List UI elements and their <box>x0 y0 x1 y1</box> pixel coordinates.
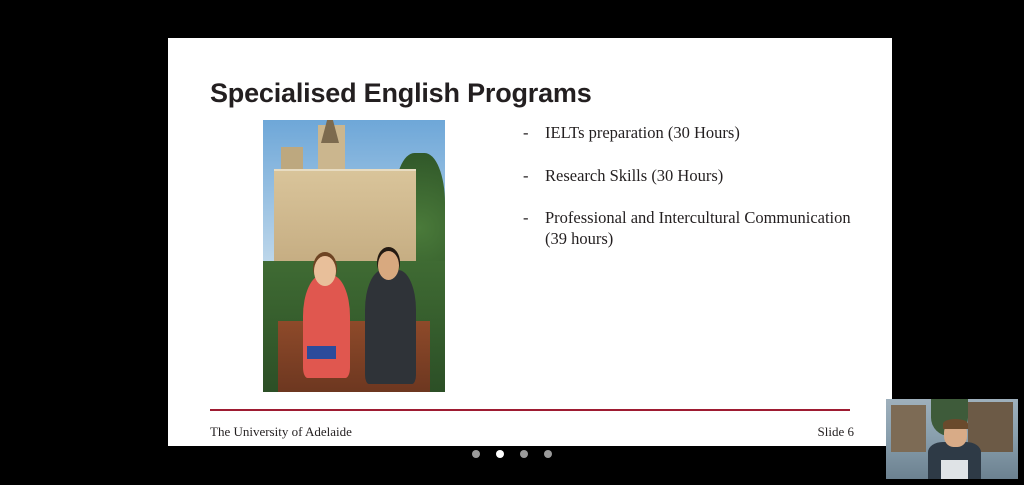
photo-student-left-head <box>314 256 336 286</box>
bullet-text: IELTs preparation (30 Hours) <box>545 123 740 142</box>
footer-divider <box>210 409 850 411</box>
bullet-text: Research Skills (30 Hours) <box>545 165 724 185</box>
footer-organisation: The University of Adelaide <box>210 424 352 439</box>
slide-photo <box>263 120 445 392</box>
bullet-marker: - <box>523 123 529 142</box>
video-presenter-hair <box>943 419 968 429</box>
slide-canvas[interactable] <box>168 38 892 446</box>
video-presenter-shirt <box>941 460 967 479</box>
bullet-list <box>523 123 853 272</box>
pagination-dot-2[interactable] <box>496 450 504 458</box>
photo-spire <box>321 120 339 143</box>
pagination-dots[interactable] <box>0 450 1024 458</box>
photo-student-right <box>365 270 416 384</box>
photo-books <box>307 346 336 360</box>
pagination-dot-3[interactable] <box>520 450 528 458</box>
slide-number: Slide 6 <box>817 424 854 439</box>
list-item <box>523 166 853 187</box>
bullet-marker: - <box>523 165 529 185</box>
list-item <box>523 123 853 144</box>
pagination-dot-1[interactable] <box>472 450 480 458</box>
video-building-left <box>891 405 925 451</box>
photo-student-left <box>303 275 350 378</box>
presenter-video-thumbnail[interactable] <box>886 399 1018 479</box>
bullet-text: Professional and Intercultural Communication (39 hours) <box>545 208 851 248</box>
slide-title: Specialised English Programs <box>210 78 592 108</box>
list-item <box>523 208 853 249</box>
pagination-dot-4[interactable] <box>544 450 552 458</box>
bullet-marker: - <box>523 208 529 228</box>
